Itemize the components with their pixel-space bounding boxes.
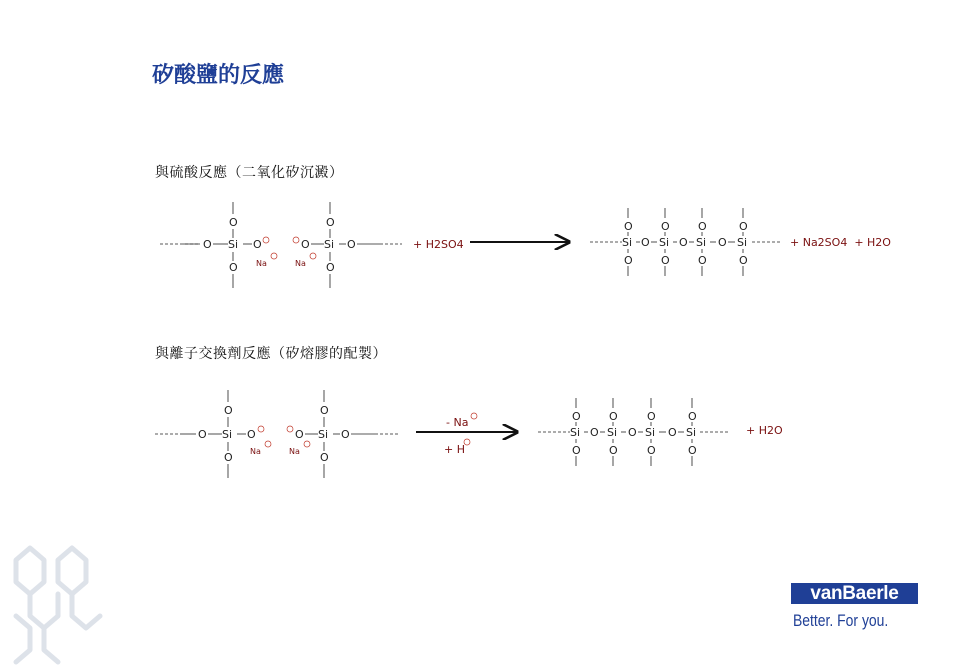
slide-title: 矽酸鹽的反應	[152, 63, 285, 88]
oxygen-atom: O	[628, 426, 637, 439]
oxygen-atom: O	[661, 254, 670, 267]
silicon-atom: Si	[737, 236, 748, 249]
reaction-1-reactants	[160, 202, 402, 288]
oxygen-atom: O	[320, 451, 329, 464]
subtitle-sulfuric-acid-reaction: 與硫酸反應（二氧化矽沉澱）	[155, 165, 344, 181]
oxygen-atom: O	[739, 254, 748, 267]
silicon-atom: Si	[222, 428, 233, 441]
oxygen-atom: O	[647, 410, 656, 423]
oxygen-atom: O	[341, 428, 350, 441]
silicon-atom: Si	[228, 238, 239, 251]
silicon-atom: Si	[696, 236, 707, 249]
oxygen-atom: O	[688, 444, 697, 457]
reaction-1-product-chain	[590, 208, 782, 276]
reaction-2-product-chain	[538, 398, 730, 466]
oxygen-atom: O	[739, 220, 748, 233]
oxygen-atom: O	[624, 220, 633, 233]
positive-charge-icon	[464, 439, 470, 445]
oxygen-atom: O	[301, 238, 310, 251]
sodium-ion: Na	[289, 447, 300, 456]
oxygen-atom: O	[609, 410, 618, 423]
oxygen-atom: O	[224, 451, 233, 464]
sodium-ion: Na	[250, 447, 261, 456]
positive-charge-icon	[265, 441, 271, 447]
sodium-ion: Na	[295, 259, 306, 268]
oxygen-atom: O	[647, 444, 656, 457]
oxygen-atom: O	[326, 216, 335, 229]
silicon-atom: Si	[645, 426, 656, 439]
positive-charge-icon	[310, 253, 316, 259]
silicon-atom: Si	[659, 236, 670, 249]
reaction-2-reactants	[155, 390, 398, 478]
oxygen-atom: O	[661, 220, 670, 233]
silicon-atom: Si	[324, 238, 335, 251]
sodium-ion: Na	[256, 259, 267, 268]
reaction-2-products: + H2O	[746, 424, 783, 437]
subtitle-ion-exchange-reaction: 與離子交換劑反應（矽熔膠的配製）	[155, 346, 387, 362]
oxygen-atom: O	[590, 426, 599, 439]
reaction-2-arrow-bottom-label: + H	[444, 443, 465, 456]
oxygen-atom: O	[572, 444, 581, 457]
silicon-atom: Si	[622, 236, 633, 249]
oxygen-atom: O	[203, 238, 212, 251]
positive-charge-icon	[271, 253, 277, 259]
vanbaerle-logo: vanBaerle	[791, 583, 918, 604]
oxygen-atom: O	[326, 261, 335, 274]
oxygen-atom: O	[609, 444, 618, 457]
positive-charge-icon	[304, 441, 310, 447]
reaction-1-products: + Na2SO4 + H2O	[790, 236, 891, 249]
reaction-2-arrow-group	[416, 413, 517, 456]
oxygen-atom: O	[718, 236, 727, 249]
oxygen-atom: O	[224, 404, 233, 417]
reaction-2-arrow-top-label: - Na	[446, 416, 469, 429]
oxygen-atom: O	[668, 426, 677, 439]
oxygen-atom: O	[688, 410, 697, 423]
silicon-atom: Si	[686, 426, 697, 439]
oxygen-atom: O	[698, 220, 707, 233]
negative-charge-icon	[287, 426, 293, 432]
oxygen-atom: O	[320, 404, 329, 417]
oxygen-atom: O	[229, 216, 238, 229]
silicon-atom: Si	[570, 426, 581, 439]
positive-charge-icon	[471, 413, 477, 419]
oxygen-atom: O	[572, 410, 581, 423]
silicon-atom: Si	[607, 426, 618, 439]
negative-charge-icon	[258, 426, 264, 432]
oxygen-atom: O	[624, 254, 633, 267]
oxygen-atom: O	[698, 254, 707, 267]
oxygen-atom: O	[229, 261, 238, 274]
negative-charge-icon	[293, 237, 299, 243]
logo-tagline: Better. For you.	[793, 611, 889, 630]
background-molecule-graphic	[16, 548, 100, 662]
oxygen-atom: O	[295, 428, 304, 441]
oxygen-atom: O	[253, 238, 262, 251]
negative-charge-icon	[263, 237, 269, 243]
silicon-atom: Si	[318, 428, 329, 441]
oxygen-atom: O	[347, 238, 356, 251]
oxygen-atom: O	[247, 428, 256, 441]
oxygen-atom: O	[641, 236, 650, 249]
reaction-1-reagent: + H2SO4	[413, 238, 464, 251]
oxygen-atom: O	[679, 236, 688, 249]
oxygen-atom: O	[198, 428, 207, 441]
